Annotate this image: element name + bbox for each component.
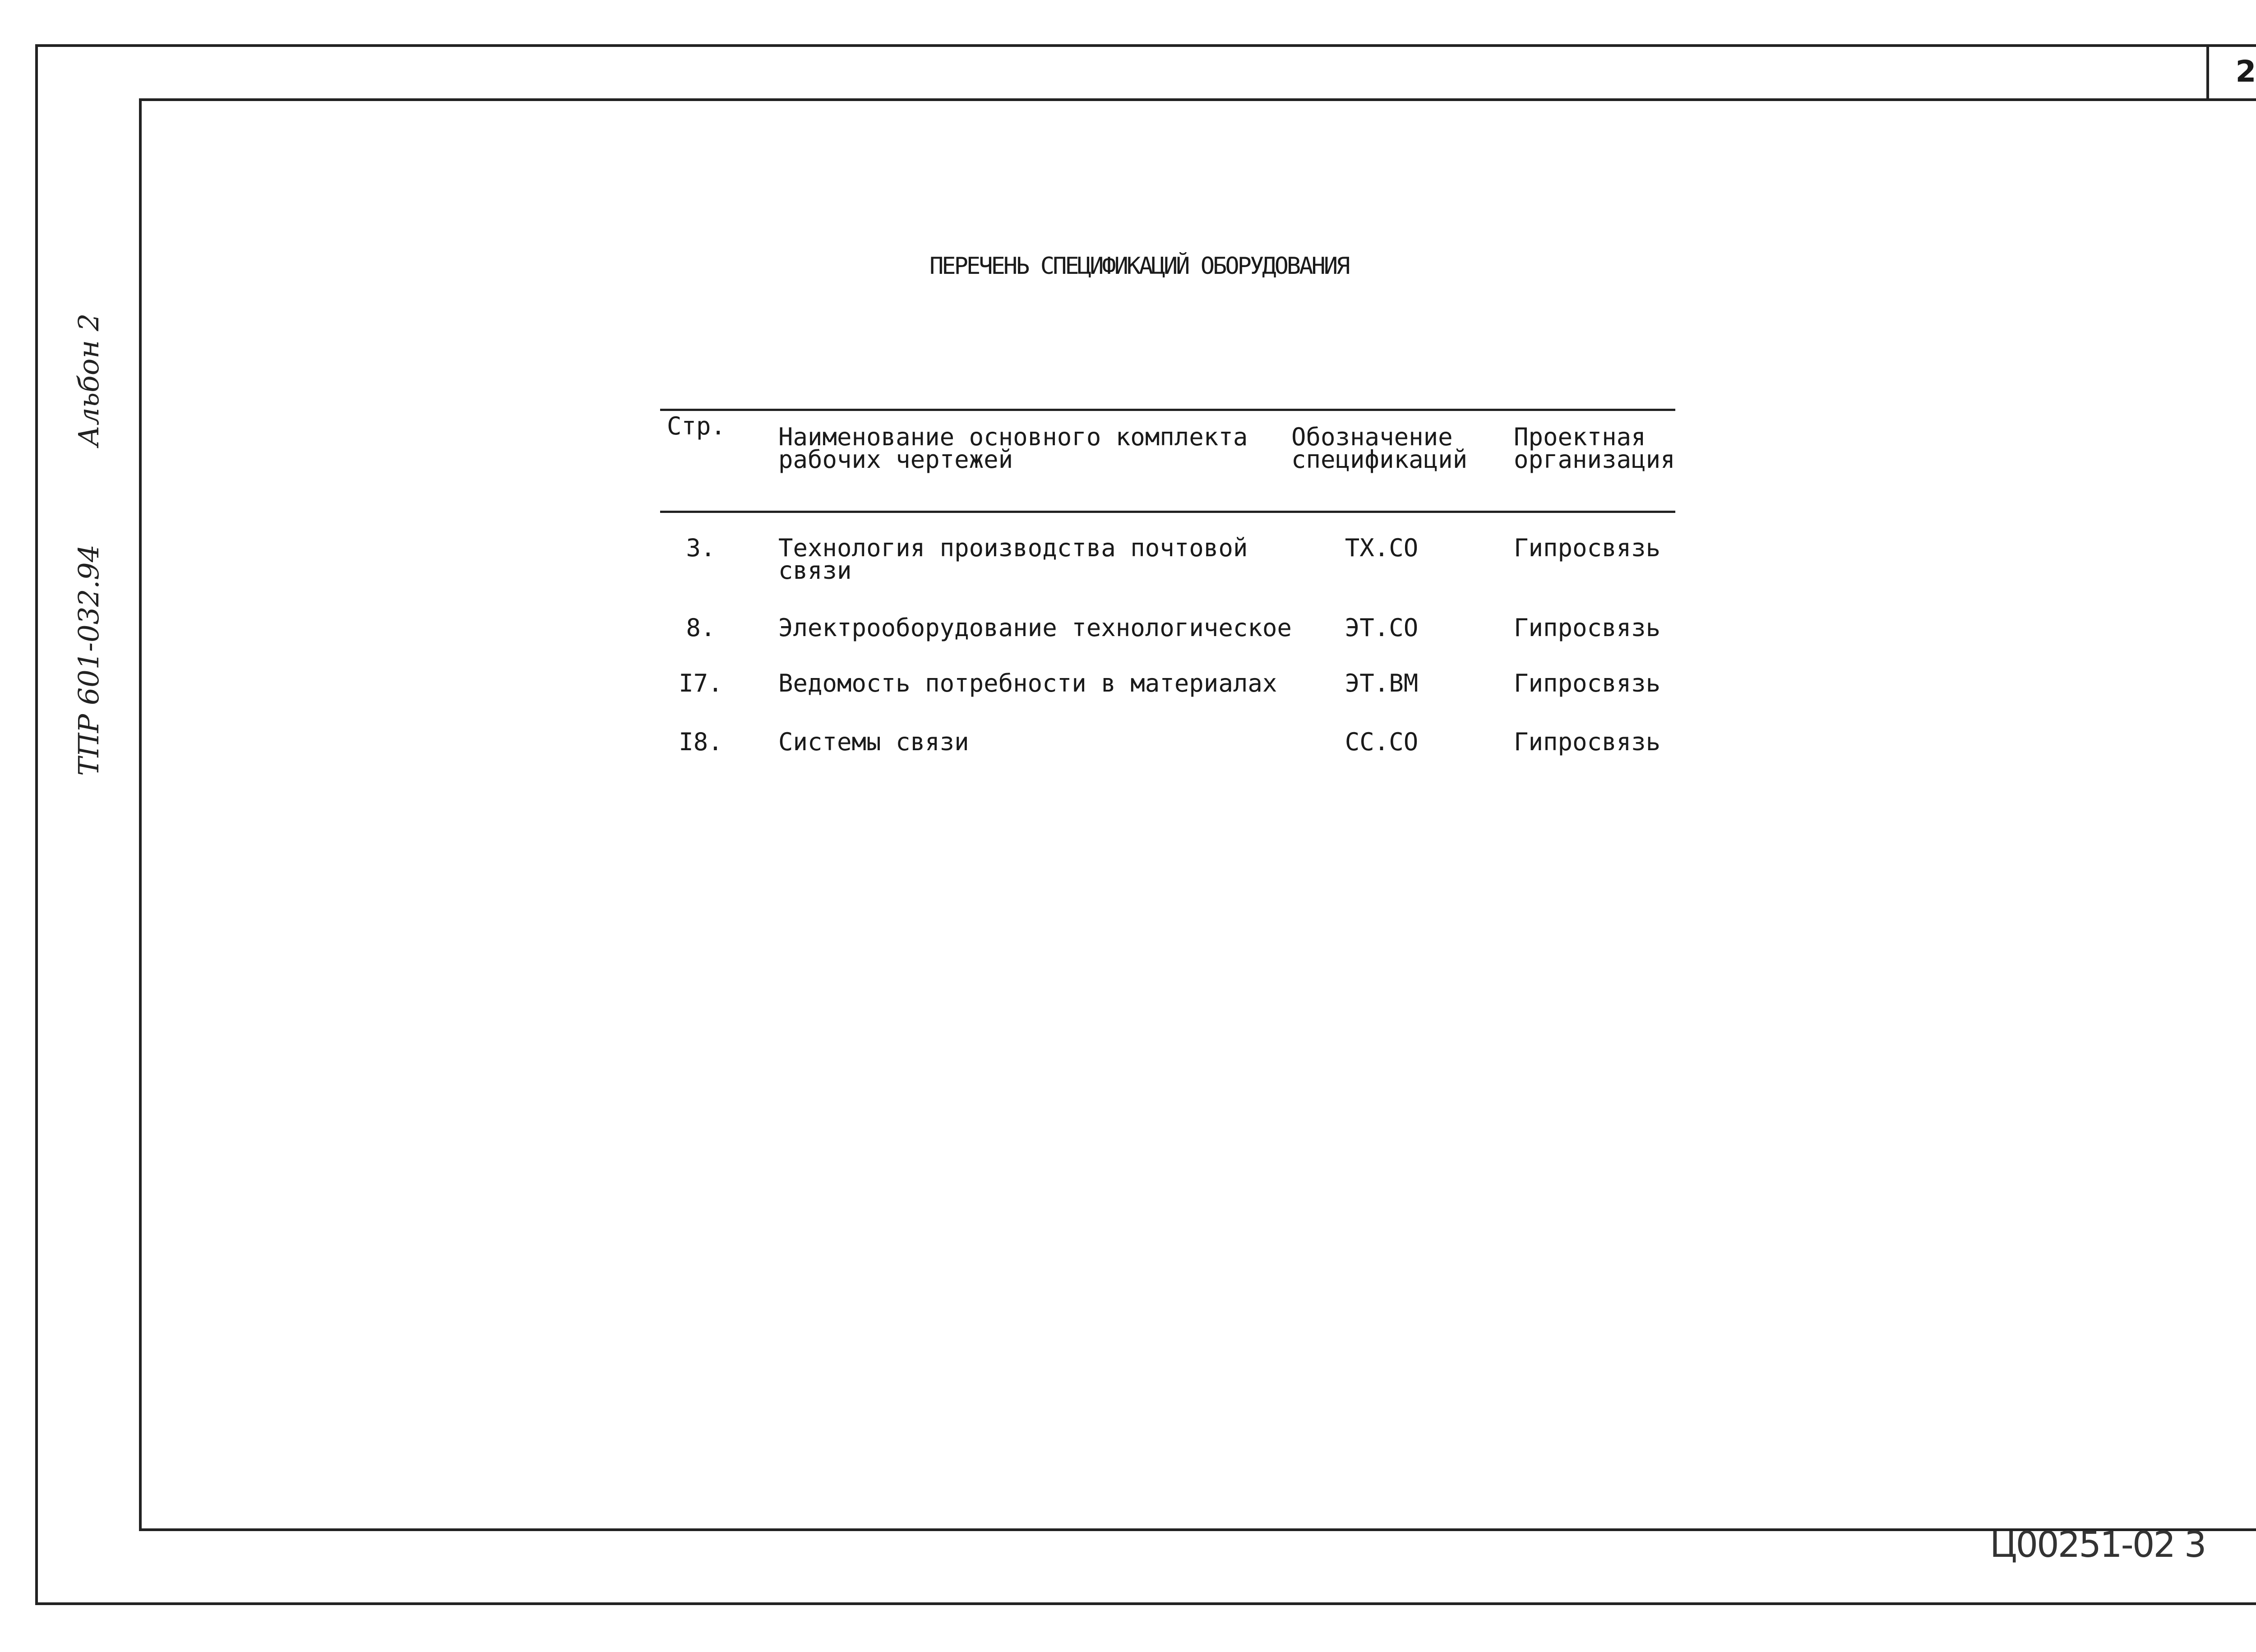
archive-stamp: Ц00251-02 3 — [1990, 1525, 2205, 1565]
document-title: ПЕРЕЧЕНЬ СПЕЦИФИКАЦИЙ ОБОРУДОВАНИЯ — [929, 253, 1349, 280]
inner-frame — [139, 98, 2256, 1531]
row-1-name: Технология производства почтовой связи — [778, 534, 1248, 585]
table-top-rule — [660, 409, 1675, 411]
row-3-org: Гипросвязь — [1514, 669, 1661, 697]
header-org: Проектная организация — [1514, 423, 1675, 474]
table-header-rule — [660, 511, 1675, 513]
row-3-page: I7. — [679, 669, 723, 697]
row-2-org: Гипросвязь — [1514, 614, 1661, 642]
header-page: Стр. — [667, 412, 726, 440]
row-2-code: ЭТ.СО — [1345, 614, 1419, 642]
header-name: Наименование основного комплекта рабочих чертежей — [778, 423, 1248, 474]
row-2-page: 8. — [686, 614, 716, 642]
row-3-code: ЭТ.ВМ — [1345, 669, 1419, 697]
row-4-page: I8. — [679, 728, 723, 756]
row-4-name: Системы связи — [778, 728, 969, 756]
row-3-name: Ведомость потребности в материалах — [778, 669, 1277, 697]
side-document-code: ТПР 601-032.94 — [72, 544, 105, 776]
row-1-code: ТХ.СО — [1345, 534, 1419, 562]
row-1-page: 3. — [686, 534, 716, 562]
row-4-org: Гипросвязь — [1514, 728, 1661, 756]
row-4-code: СС.СО — [1345, 728, 1419, 756]
row-1-org: Гипросвязь — [1514, 534, 1661, 562]
side-album-label: Альбон 2 — [72, 313, 105, 447]
header-code: Обозначение спецификаций — [1291, 423, 1468, 474]
row-2-name: Электрооборудование технологическое — [778, 614, 1292, 642]
page-number: 2 — [2206, 44, 2256, 101]
